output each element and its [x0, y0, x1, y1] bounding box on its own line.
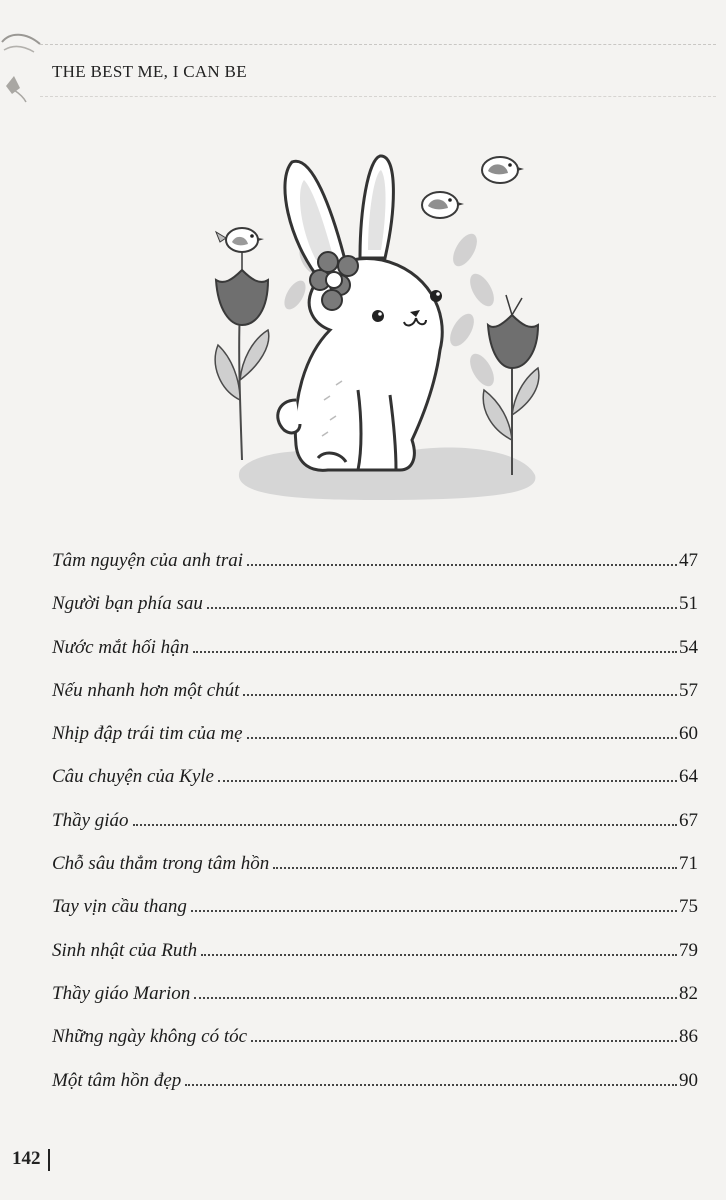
- flying-bird-1: [422, 192, 464, 218]
- toc-entry[interactable]: [52, 593, 698, 636]
- toc-dot-leader: [193, 651, 677, 653]
- page-number: 142: [12, 1148, 41, 1169]
- toc-dot-leader: [251, 1040, 677, 1042]
- toc-entry[interactable]: [52, 637, 698, 680]
- toc-dot-leader: [273, 867, 677, 869]
- toc-entry-title: Một tâm hồn đẹp: [52, 1069, 182, 1091]
- toc-entry-page: 75: [679, 896, 698, 918]
- toc-entry-page: 67: [679, 809, 698, 831]
- toc-entry[interactable]: [52, 1026, 698, 1069]
- toc-entry-page: 57: [679, 679, 698, 701]
- toc-dot-leader: [133, 824, 677, 826]
- toc-entry-page: 54: [679, 636, 698, 658]
- toc-entry-title: Tay vịn cầu thang: [52, 896, 187, 918]
- toc-entry-page: 64: [679, 766, 698, 788]
- toc-entry[interactable]: [52, 723, 698, 766]
- bunny-eye-right: [430, 290, 442, 302]
- toc-entry[interactable]: [52, 853, 698, 896]
- toc-entry-title: Nước mắt hối hận: [52, 636, 190, 658]
- toc-entry[interactable]: [52, 983, 698, 1026]
- toc-entry-title: Chỗ sâu thẳm trong tâm hồn: [52, 853, 270, 875]
- toc-entry-page: 86: [679, 1026, 698, 1048]
- toc-dot-leader: [247, 737, 677, 739]
- page-number-divider: [48, 1149, 50, 1171]
- toc-entry-page: 71: [679, 853, 698, 875]
- toc-dot-leader: [207, 607, 677, 609]
- header-rule-bottom: [40, 96, 716, 97]
- toc-entry-title: Những ngày không có tóc: [52, 1026, 248, 1048]
- toc-entry-title: Câu chuyện của Kyle: [52, 766, 214, 788]
- toc-dot-leader: [243, 694, 677, 696]
- running-header-title: THE BEST ME, I CAN BE: [52, 62, 247, 81]
- toc-dot-leader: [201, 954, 677, 956]
- toc-dot-leader: [218, 780, 677, 782]
- toc-dot-leader: [194, 997, 677, 999]
- toc-entry-page: 79: [679, 939, 698, 961]
- toc-entry-page: 47: [679, 550, 698, 571]
- table-of-contents: [52, 550, 698, 1113]
- toc-entry-title: Sinh nhật của Ruth: [52, 939, 198, 961]
- bunny-illustration: [200, 140, 560, 520]
- toc-entry-title: Thầy giáo Marion: [52, 982, 191, 1004]
- toc-entry[interactable]: [52, 940, 698, 983]
- toc-entry[interactable]: [52, 810, 698, 853]
- toc-entry-page: 90: [679, 1069, 698, 1091]
- toc-entry[interactable]: [52, 680, 698, 723]
- toc-entry-title: Tâm nguyện của anh trai: [52, 550, 244, 571]
- toc-entry-title: Người bạn phía sau: [52, 593, 203, 615]
- perched-bird: [216, 228, 264, 252]
- header-rule-top: [40, 44, 716, 45]
- bunny-eye-left: [372, 310, 384, 322]
- toc-entry-title: Thầy giáo: [52, 809, 129, 831]
- toc-entry-title: Nhịp đập trái tim của mẹ: [52, 723, 243, 745]
- toc-entry[interactable]: [52, 1070, 698, 1113]
- left-tulip: [215, 252, 269, 460]
- toc-entry-page: 60: [679, 723, 698, 745]
- toc-entry[interactable]: [52, 550, 698, 593]
- toc-entry-title: Nếu nhanh hơn một chút: [52, 679, 240, 701]
- toc-dot-leader: [247, 564, 677, 566]
- flying-bird-2: [482, 157, 524, 183]
- toc-entry[interactable]: [52, 896, 698, 939]
- toc-dot-leader: [191, 910, 677, 912]
- bunny-tail: [278, 400, 300, 433]
- toc-entry-page: 82: [679, 982, 698, 1004]
- toc-entry[interactable]: [52, 766, 698, 809]
- toc-dot-leader: [185, 1084, 677, 1086]
- toc-entry-page: 51: [679, 593, 698, 615]
